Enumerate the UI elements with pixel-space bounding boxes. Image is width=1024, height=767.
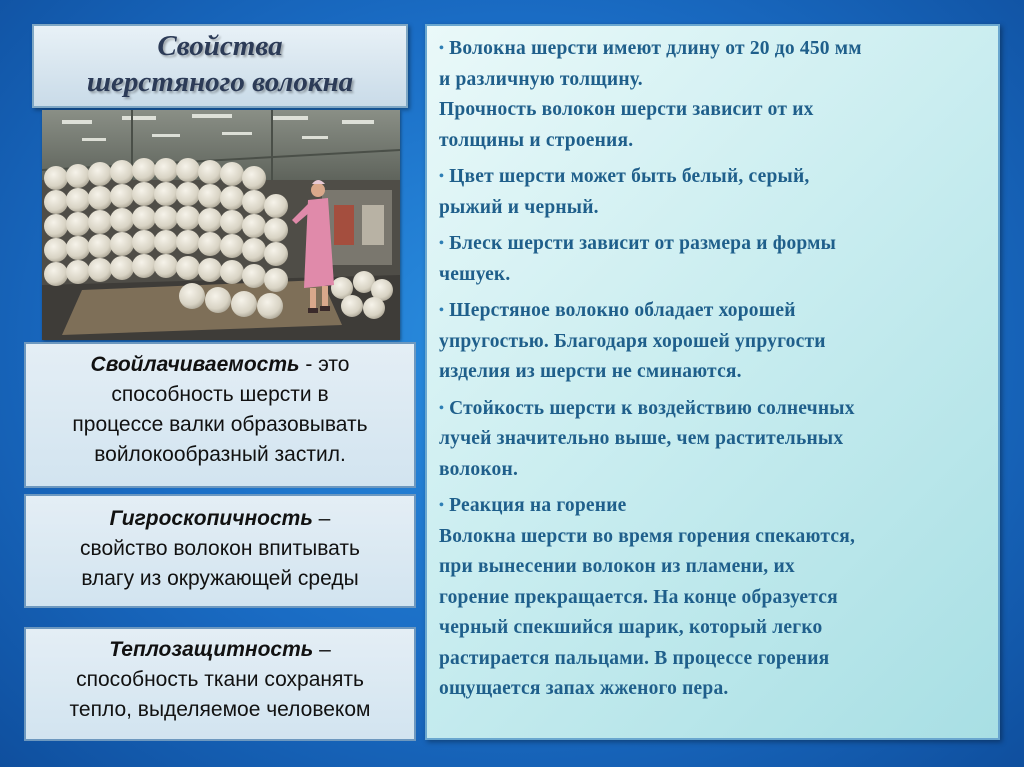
property-line: ощущается запах жженого пера. <box>439 678 729 699</box>
term-separator: – <box>313 638 331 661</box>
property-line: Шерстяное волокно обладает хорошей <box>449 300 796 321</box>
property-line: рыжий и черный. <box>439 196 599 218</box>
property-line: Волокна шерсти во время горения спекаются, <box>439 525 856 547</box>
definition-hygroscopicity-line-2: свойство волокон впитывать <box>80 537 360 560</box>
property-line: упругостью. Благодаря хорошей упругости <box>439 330 826 352</box>
term-separator: - это <box>299 353 350 376</box>
bullet-icon: • <box>439 169 445 184</box>
bullet-icon: • <box>439 236 445 251</box>
property-line: чешуек. <box>439 263 511 285</box>
property-line: Стойкость шерсти к воздействию солнечных <box>449 397 855 419</box>
property-line: Реакция на горение <box>449 495 627 516</box>
term-thermal-protection: Теплозащитность <box>109 638 314 661</box>
term-separator: – <box>312 507 331 530</box>
property-line: Цвет шерсти может быть белый, серый, <box>449 166 810 187</box>
property-elasticity <box>439 296 982 388</box>
term-felting: Свойлачиваемость <box>90 353 300 376</box>
property-line: при вынесении волокон из пламени, их <box>439 556 795 577</box>
definition-hygroscopicity-line-1 <box>26 504 414 534</box>
property-line: и различную толщину. <box>439 68 643 90</box>
property-luster <box>439 229 982 290</box>
property-color <box>439 162 982 223</box>
title-line-1: Свойства <box>157 30 283 62</box>
property-length-strength <box>439 34 982 156</box>
definition-thermal-line-1 <box>26 635 414 665</box>
property-line: растирается пальцами. В процессе горения <box>439 647 830 669</box>
bullet-icon: • <box>439 498 445 513</box>
definition-felting-line-2: способность шерсти в <box>111 383 329 406</box>
property-line: толщины и строения. <box>439 129 634 151</box>
property-line: Волокна шерсти имеют длину от 20 до 450 мм <box>449 38 862 59</box>
definition-felting-line-4: войлокообразный застил. <box>94 443 346 466</box>
properties-panel <box>425 24 1000 740</box>
bullet-icon: • <box>439 303 445 318</box>
definition-felting <box>24 342 416 488</box>
definition-thermal-protection <box>24 627 416 741</box>
term-hygroscopicity: Гигроскопичность <box>109 507 313 530</box>
definition-hygroscopicity-line-3: влагу из окружающей среды <box>81 567 359 590</box>
property-line: Блеск шерсти зависит от размера и формы <box>449 233 837 254</box>
property-line: волокон. <box>439 458 519 480</box>
definition-felting-line-3: процессе валки образовывать <box>72 413 368 436</box>
wool-warehouse-photo <box>42 110 400 340</box>
title-box <box>32 24 408 108</box>
property-line: черный спекшийся шарик, который легко <box>439 617 823 638</box>
property-line: лучей значительно выше, чем растительных <box>439 428 844 449</box>
property-line: горение прекращается. На конце образуется <box>439 586 838 608</box>
definition-hygroscopicity <box>24 494 416 608</box>
property-sun-resistance <box>439 394 982 486</box>
definition-thermal-line-2: способность ткани сохранять <box>76 668 364 691</box>
property-line: изделия из шерсти не сминаются. <box>439 361 742 382</box>
definition-thermal-line-3: тепло, выделяемое человеком <box>69 698 371 721</box>
definition-felting-line-1 <box>26 350 414 380</box>
bullet-icon: • <box>439 400 445 416</box>
bullet-icon: • <box>439 41 445 56</box>
photo-illustration <box>42 110 400 340</box>
property-line: Прочность волокон шерсти зависит от их <box>439 99 814 120</box>
title-line-2: шерстяного волокна <box>86 66 354 98</box>
property-burning <box>439 491 982 705</box>
